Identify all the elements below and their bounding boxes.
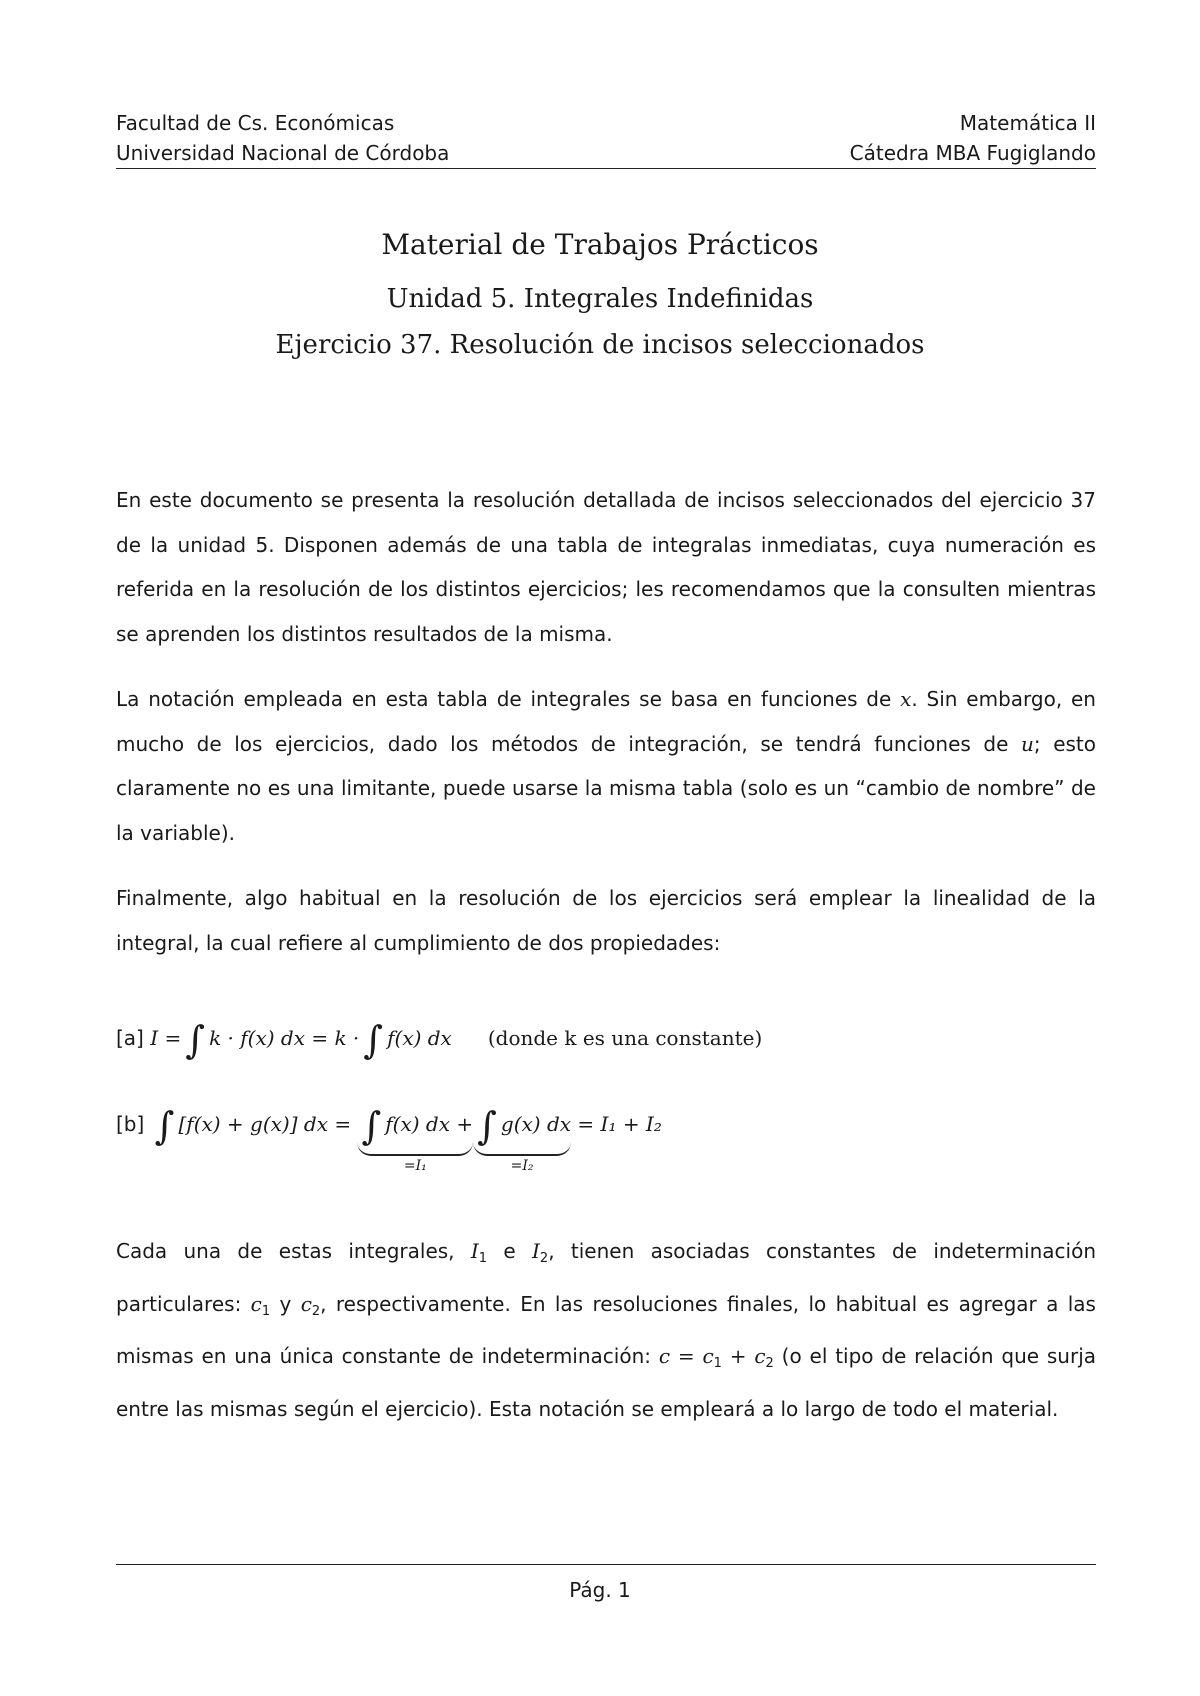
subscript: 1 — [478, 1251, 488, 1266]
symbol-I1: I — [470, 1239, 479, 1263]
underbrace — [357, 1140, 473, 1156]
header-divider — [116, 168, 1096, 169]
constants-text-f: (o el tipo de relación que surja entre las mismas según el ejercicio). Esta notación se empleará a lo largo de todo el material. — [116, 1344, 1097, 1421]
property-a-formula — [116, 1010, 763, 1062]
property-b-formula — [116, 1096, 662, 1174]
property-a-label: [a] — [116, 1026, 144, 1050]
term-1: f(x) dx + — [385, 1112, 474, 1136]
faculty-name: Facultad de Cs. Económicas — [116, 111, 395, 135]
page-number: Pág. 1 — [569, 1578, 631, 1602]
subscript: 2 — [765, 1356, 774, 1371]
underbrace-label-2: =I₂ — [510, 1158, 534, 1174]
property-a-lhs: I = — [150, 1026, 182, 1050]
constants-text-b: e — [487, 1239, 533, 1263]
constants-text-e: , respectivamente. En las resoluciones finales, lo habitual es agregar a las mismas en una única constante de indeterminación: — [116, 1291, 1096, 1368]
underbrace-label-1: =I₁ — [403, 1158, 427, 1174]
property-b-label: [b] — [116, 1112, 145, 1136]
notation-text-c: ; esto claramente no es una limitante, puede usarse la misma tabla (solo es un “cambio de nombre” de la variable). — [116, 731, 1097, 845]
subscript: 2 — [539, 1251, 549, 1266]
term-2: g(x) dx — [500, 1112, 572, 1136]
document-title: Material de Trabajos Prácticos — [381, 228, 819, 261]
property-a-integrand-2: f(x) dx — [387, 1026, 452, 1050]
subscript: 1 — [713, 1356, 722, 1371]
variable-x: x — [900, 687, 912, 711]
constants-text-a: Cada una de estas integrales, — [116, 1239, 471, 1263]
variable-u: u — [1020, 731, 1034, 756]
symbol-I2: I — [532, 1239, 540, 1263]
constants-text-d: y — [270, 1291, 301, 1316]
exercise-title: Ejercicio 37. Resolución de incisos seleccionados — [275, 330, 925, 360]
underbrace-term-2 — [473, 1096, 572, 1174]
university-name: Universidad Nacional de Córdoba — [116, 141, 450, 165]
constant-equation: c = c — [658, 1344, 714, 1368]
integral-sign: ∫ — [361, 1104, 382, 1148]
property-b-result: = I₁ + I₂ — [577, 1112, 662, 1136]
property-a-integrand: k · f(x) dx = k · — [209, 1026, 360, 1050]
chair-name: Cátedra MBA Fugiglando — [849, 141, 1096, 165]
constants-paragraph — [116, 1229, 1096, 1431]
integral-sign: ∫ — [154, 1104, 175, 1148]
notation-text-a: La notación empleada en esta tabla de integrales se basa en funciones de — [116, 687, 901, 711]
constants-text-c: , tienen asociadas constantes de indeterminación particulares: — [116, 1239, 1097, 1316]
linearity-paragraph: Finalmente, algo habitual en la resolución de los ejercicios será emplear la linealidad de la integral, la cual refiere al cumplimiento de dos propiedades: — [116, 886, 1096, 955]
property-a-note: (donde k es una constante) — [487, 1026, 763, 1050]
footer-divider — [116, 1564, 1096, 1565]
course-name: Matemática II — [959, 111, 1096, 135]
subscript: 1 — [261, 1303, 271, 1319]
integral-sign: ∫ — [363, 1018, 384, 1062]
intro-paragraph: En este documento se presenta la resolución detallada de incisos seleccionados del ejercicio 37 de la unidad 5. Disponen además de una tabla de integralas inmediatas, cuya numeración es referida en la resolución de los distintos ejercicios; les recomendamos que la consulten mientras se aprenden los distintos resultados de la misma. — [116, 488, 1096, 646]
symbol-c2: c — [300, 1291, 312, 1316]
subscript: 2 — [311, 1303, 321, 1319]
integral-sign: ∫ — [477, 1104, 497, 1148]
notation-text-b: . Sin embargo, en mucho de los ejercicios, dado los métodos de integración, se tendrá funciones de — [116, 687, 1096, 756]
integral-sign: ∫ — [185, 1018, 206, 1062]
unit-title: Unidad 5. Integrales Indefinidas — [386, 284, 814, 314]
notation-paragraph — [116, 677, 1096, 855]
underbrace — [473, 1140, 571, 1156]
underbrace-term-1 — [357, 1096, 474, 1174]
constant-equation-plus: + c — [721, 1344, 766, 1368]
property-b-integrand: [f(x) + g(x)] dx = — [178, 1112, 352, 1136]
symbol-c1: c — [250, 1291, 262, 1316]
